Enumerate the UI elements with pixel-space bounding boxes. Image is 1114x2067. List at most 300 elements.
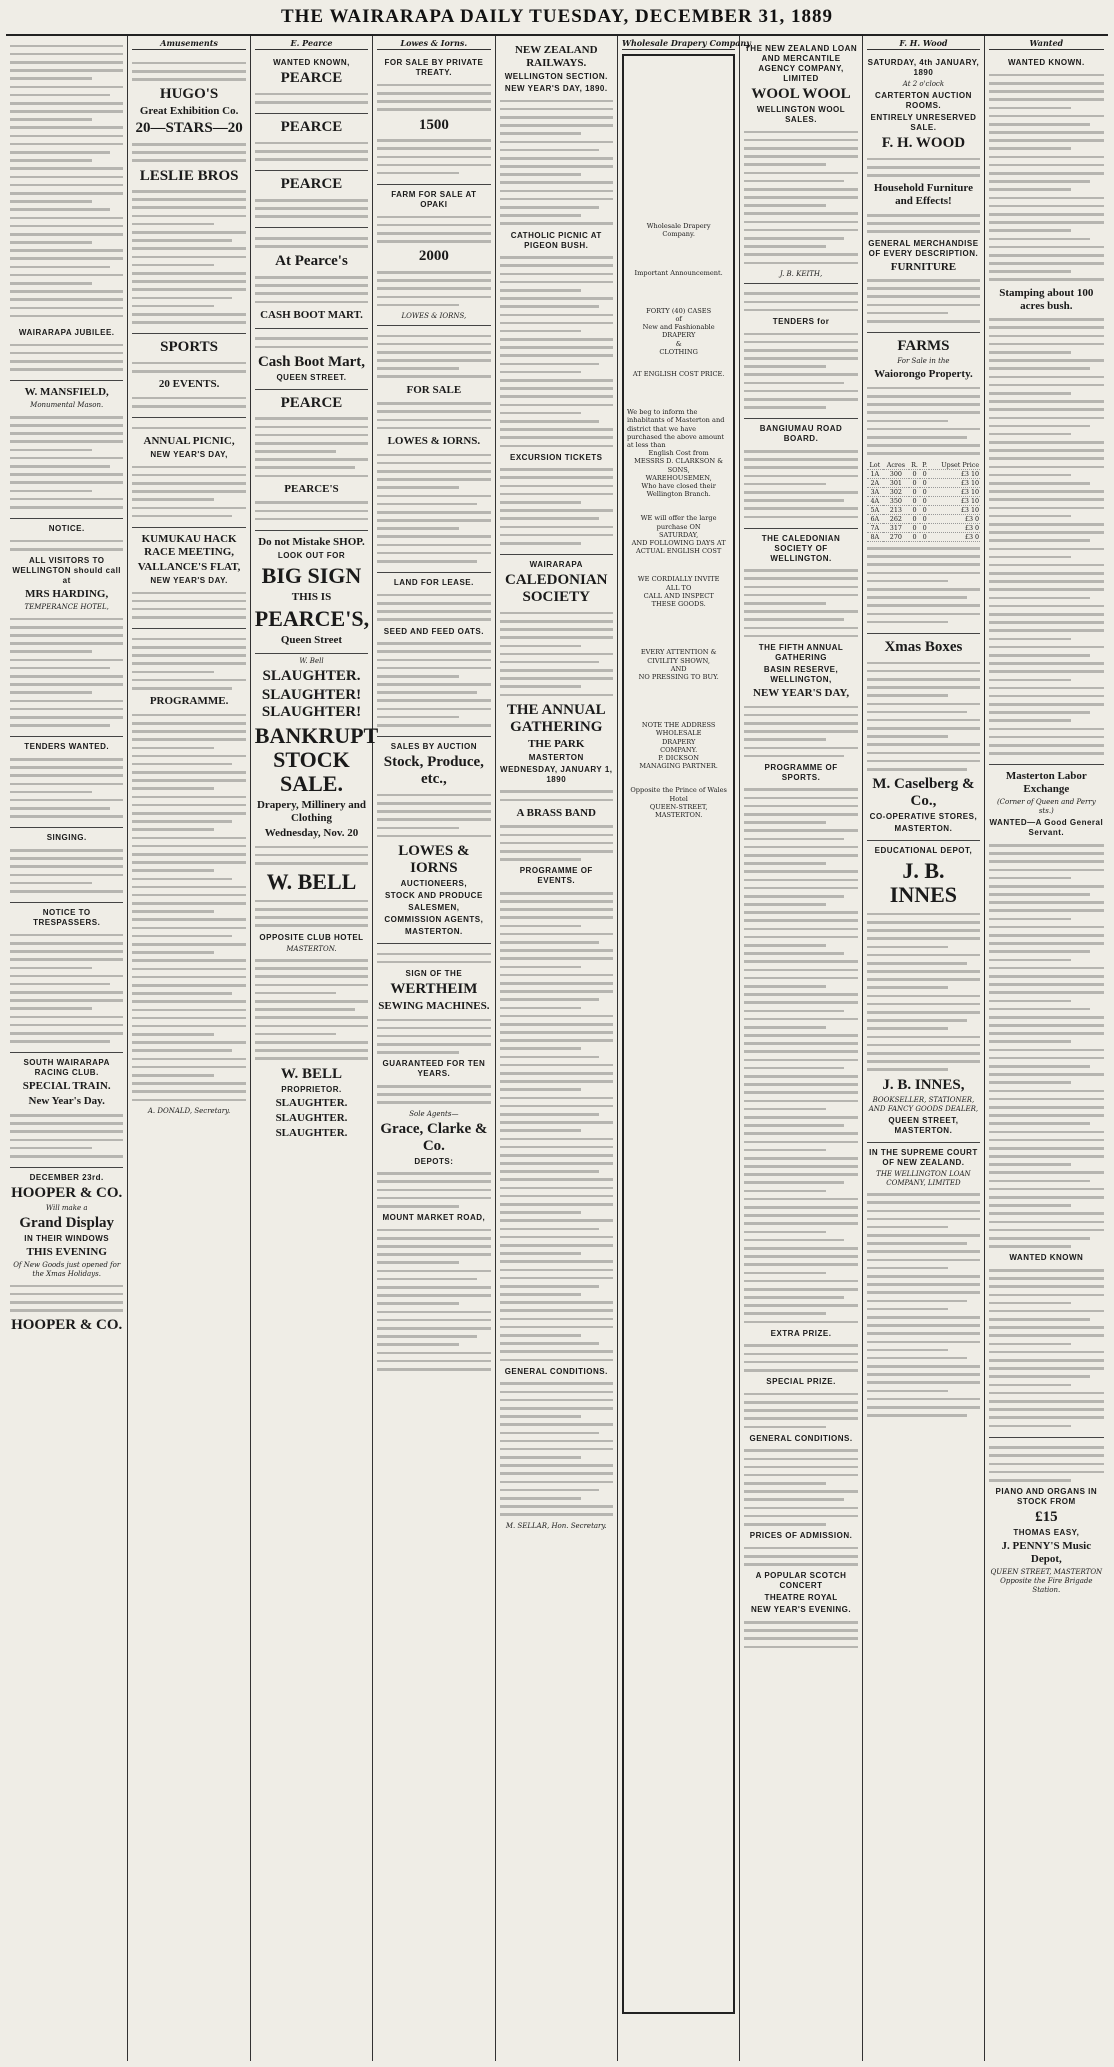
stamping: Stamping about 100 acres bush. [999,286,1094,312]
pearce-name: PEARCE [280,119,343,136]
labor-exchange: Masterton Labor Exchange [1005,770,1087,796]
wholesale-drapery-ad [622,54,735,2014]
table-cell: £3 10 [929,478,980,487]
caledonian-wgtn-ad [744,529,857,1658]
these-goods: THESE GOODS. [651,600,706,609]
kumurau-flat: VALLANCE'S FLAT, [137,560,241,573]
caledonian-society: CALEDONIAN SOCIETY [505,572,608,606]
table-cell: 0 [920,496,929,505]
column-heading: Amusements [132,39,245,50]
company-2: COMPANY. [660,745,698,754]
thomas-easy: THOMAS EASY, [1013,1528,1080,1538]
hooper-date: DECEMBER 23rd. [29,1173,104,1183]
table-cell: 0 [920,505,929,514]
table-cell: 8A [867,532,883,541]
table-cell: 0 [909,496,920,505]
important-announcement: Important Announcement. [634,268,723,277]
table-cell: £3 10 [929,487,980,496]
table-cell: 270 [883,532,909,541]
table-cell: 0 [909,532,920,541]
column-heading: E. Pearce [255,39,368,50]
general-merch: GENERAL MERCHANDISE OF EVERY DESCRIPTION. [868,238,979,258]
clarkson: MESSRS D. CLARKSON & SONS, [634,457,724,474]
racing-club: SOUTH WAIRARAPA RACING CLUB. [23,1058,110,1078]
prices-admission: PRICES OF ADMISSION. [749,1531,853,1541]
road-board-ad [744,419,857,528]
wanted-servant: WANTED—A Good General Servant. [989,818,1104,838]
table-cell: 0 [909,487,920,496]
auction-ad [377,737,490,944]
piano-ad [989,1438,1103,1600]
masterton: MASTERTON. [654,810,703,819]
table-cell: 213 [883,505,909,514]
harding-sub: TEMPERANCE HOTEL, [24,603,109,612]
table-row [867,461,980,470]
gathering-date: WEDNESDAY, JANUARY 1, 1890 [500,764,613,784]
masterton: MASTERTON. [894,824,953,834]
big-sign-ad [255,531,368,654]
slaughter-4: SLAUGHTER. [275,1111,348,1124]
hooper-ad [10,1168,123,1340]
column-1 [6,36,128,2061]
table-row [867,532,980,541]
slaughter-3: SLAUGHTER. [275,1096,348,1109]
table-cell: 0 [920,523,929,532]
pearce-name: PEARCE [280,394,343,411]
programme-events: PROGRAMME OF EVENTS. [519,866,593,886]
singing-heading: SINGING. [46,833,87,843]
tenders-ad [10,737,123,828]
labor-exchange-ad [989,765,1103,1437]
new-years-day: New Year's Day. [28,1095,105,1108]
theatre-royal: THEATRE ROYAL [764,1593,838,1603]
note-address: NOTE THE ADDRESS [641,721,716,730]
notice-heading: NOTICE. [48,524,85,534]
sole-agents: Sole Agents— [409,1109,459,1118]
table-row [867,469,980,478]
wanted-known: WANTED KNOWN. [1007,58,1085,68]
call-inspect: CALL AND INSPECT [643,591,714,600]
mansfield-ad [10,381,123,519]
for-sale-ad [377,326,490,573]
column-8 [863,36,985,2061]
column-2 [128,36,250,2061]
bookseller: BOOKSELLER, STATIONER, AND FANCY GOODS DEALER, [868,1095,979,1113]
bell-heading: W. Bell [299,657,324,666]
jb-innes: J. B. INNES [889,858,958,908]
lease-ad [377,573,490,737]
leslie-bros: LESLIE BROS [139,167,239,184]
table-cell: R. [909,461,920,470]
newspaper-page [6,34,1108,2061]
new-fashionable: New and Fashionable [642,323,715,332]
pearce-ad-3 [255,171,368,228]
table-row [867,514,980,523]
hugos-name: HUGO'S [159,86,219,103]
for-sale-in: For Sale in the [897,357,950,366]
picnic-ad [132,418,245,528]
masterton: MASTERTON. [404,926,463,936]
co-op-stores: CO-OPERATIVE STORES, [869,812,978,822]
commission-agents: COMMISSION AGENTS, [384,914,484,924]
lowes-sig: LOWES & IORNS, [401,311,467,320]
p-dickson: P. DICKSON [658,753,700,762]
big-sign: BIG SIGN [261,563,362,589]
keith-sig: J. B. KEITH, [779,269,823,278]
hooper-grand-display: Grand Display [19,1215,114,1232]
mansfield-sub: Monumental Mason. [30,401,104,410]
catholic-picnic: CATHOLIC PICNIC AT PIGEON BUSH. [510,230,602,250]
trespass-heading: NOTICE TO TRESPASSERS. [33,908,101,928]
household-furniture: Household Furniture and Effects! [873,182,973,208]
kumurau-ad [132,528,245,629]
scotch-concert: A POPULAR SCOTCH CONCERT [755,1571,847,1591]
lot-price-table [867,461,980,542]
pearces-big: PEARCE'S, [254,606,370,632]
this-is: THIS IS [291,591,332,604]
jubilee-ad [10,323,123,381]
programme-secretary: A. DONALD, Secretary. [147,1106,231,1115]
company-title: Company. [662,230,695,239]
fh-wood: F. H. WOOD [881,135,966,152]
wairarapa: WAIRARAPA [529,560,583,570]
kumurau-day: NEW YEAR'S DAY. [150,575,228,585]
wertheim-ad [377,944,490,1380]
table-cell: 0 [920,532,929,541]
queen-street: QUEEN STREET. [276,372,347,382]
extra-prize: EXTRA PRIZE. [770,1328,832,1338]
wednesday-line: Wednesday, Nov. 20 [264,827,359,840]
table-row [867,523,980,532]
railway-section: WELLINGTON SECTION. [504,72,608,81]
column-6 [618,36,751,2061]
managing-partner: MANAGING PARTNER. [639,762,718,771]
table-cell: 0 [909,469,920,478]
sales-by-auction: SALES BY AUCTION [390,742,477,752]
notice-ad [10,519,123,737]
the-park: THE PARK [528,737,585,750]
loan-company: THE NEW ZEALAND LOAN AND MERCANTILE AGENCY COMPANY, LIMITED [744,44,858,83]
kumurau-heading: KUMUKAU HACK RACE MEETING, [141,532,237,558]
table-cell: Upset Price [929,461,980,470]
look-out: LOOK OUT FOR [277,551,346,561]
seed-oats: SEED AND FEED OATS. [383,626,484,636]
queen-street-2: Queen Street [280,634,343,647]
table-cell: 5A [867,505,883,514]
table-cell: £3 10 [929,496,980,505]
caselberg: M. Caselberg & Co., [872,776,975,810]
railway-ad [500,39,613,555]
table-cell: 0 [920,478,929,487]
of: of [675,315,682,324]
pearce-name: PEARCE [280,176,343,193]
invite: WE CORDIALLY INVITE [637,575,720,584]
english-cost-from: English Cost from [648,449,709,458]
programme-ad [132,629,245,1120]
trespass-ad [10,903,123,1053]
pearce-ad-1 [255,53,368,114]
caledonian-wellington: THE CALEDONIAN SOCIETY OF WELLINGTON. [761,533,841,563]
grace-clarke: Grace, Clarke & Co. [380,1120,488,1154]
general-conditions: GENERAL CONDITIONS. [504,1366,608,1376]
table-cell: 6A [867,514,883,523]
wholesale-title: Wholesale Drapery [646,222,711,231]
acres-2000: 2000 [418,248,449,265]
innes-ad [867,841,980,1142]
hugos-exhibition: Great Exhibition Co. [139,105,239,118]
loan-ad [744,39,857,284]
table-cell: 0 [920,487,929,496]
table-cell: £3 0 [929,523,980,532]
drapery-line: Drapery, Millinery and Clothing [256,799,367,825]
xmas-boxes: Xmas Boxes [884,638,963,655]
table-cell: 3A [867,487,883,496]
wool-sales: WELLINGTON WOOL SALES. [756,105,846,124]
pearce-name: PEARCE [280,70,343,87]
pearce-ad-2 [255,114,368,171]
table-cell: 4A [867,496,883,505]
table-cell: 302 [883,487,909,496]
sign-of: SIGN OF THE [405,968,463,978]
table-cell: 317 [883,523,909,532]
sports-heading: SPORTS [160,339,218,356]
table-row [867,496,980,505]
at-pearces: At Pearce's [275,253,348,270]
english-cost: AT ENGLISH COST PRICE. [632,370,725,379]
ampersand: & [675,339,682,348]
supreme-court: IN THE SUPREME COURT OF NEW ZEALAND. [869,1147,978,1167]
caledonian-ad [500,555,613,1534]
jubilee-heading: WAIRARAPA JUBILEE. [18,327,115,337]
at-pearces-ad [255,228,368,328]
column-heading: F. H. Wood [867,39,980,50]
guarantee: GUARANTEED FOR TEN YEARS. [382,1059,486,1079]
lowes-big: LOWES & IORNS [398,842,470,876]
clothing: CLOTHING [659,347,698,356]
programme-sports: PROGRAMME OF SPORTS. [764,762,838,782]
column-7 [740,36,862,2061]
table-row [867,487,980,496]
tenders-heading: TENDERS WANTED. [24,742,110,752]
slaughter-2: SLAUGHTER! SLAUGHTER! [261,687,362,721]
following-days: AND FOLLOWING DAYS AT [631,539,726,548]
wool-wool: WOOL WOOL [751,86,851,102]
carterton-rooms: CARTERTON AUCTION ROOMS. [874,91,972,111]
civility: CIVILITY SHOWN, [647,656,711,665]
hon-secretary: M. SELLAR, Hon. Secretary. [505,1521,607,1530]
mansfield-name: W. MANSFIELD, [24,386,109,399]
warehousemen: WAREHOUSEMEN, [645,473,712,482]
cash-boot-mart: Cash Boot Mart, [257,353,366,370]
general-conditions: GENERAL CONDITIONS. [749,1433,853,1443]
stock-produce: Stock, Produce, etc., [383,754,484,788]
table-cell: 0 [909,523,920,532]
for-sale-2: FOR SALE [406,383,462,396]
depots: DEPOTS: [414,1156,454,1166]
wellington-loan: THE WELLINGTON LOAN COMPANY, LIMITED [876,1169,971,1187]
table-cell: £3 0 [929,514,980,523]
table-cell: £3 0 [929,532,980,541]
actual-cost: ACTUAL ENGLISH COST [635,547,722,556]
acres-1500: 1500 [418,116,449,133]
singing-ad [10,828,123,903]
wanted-known: WANTED KNOWN, [273,58,350,68]
farms: FARMS [897,338,950,355]
column-3 [251,36,379,2061]
table-cell: 7A [867,523,883,532]
bankrupt-stock: BANKRUPT STOCK SALE. [254,723,379,797]
cash-boot: CASH BOOT MART. [260,308,363,321]
masterton: MASTERTON. [286,944,337,953]
pearce-ad-4 [255,390,368,531]
fhwood-sale-ad [867,53,980,333]
column-4 [373,36,495,2061]
visitors-heading: ALL VISITORS TO WELLINGTON should call at [12,556,122,586]
drapery-2: DRAPERY [661,737,696,746]
table-row [867,505,980,514]
table-cell: 350 [883,496,909,505]
tenders-ad [744,284,857,420]
column-heading: Wanted [989,39,1103,50]
forty-cases: FORTY (40) CASES [646,306,712,315]
nyd: NEW YEAR'S DAY, [753,686,850,699]
masterton: MASTERTON [528,752,584,762]
do-not-mistake: Do not Mistake SHOP. [258,536,365,549]
brass-band: A BRASS BAND [516,806,596,819]
corner: (Corner of Queen and Perry sts.) [996,798,1096,816]
table-cell: Lot [867,461,883,470]
queen-street: QUEEN-STREET, [649,802,708,811]
hooper-windows: IN THEIR WINDOWS [24,1234,110,1244]
road-board: BANGIUMAU ROAD BOARD. [759,424,843,444]
table-cell: 300 [883,469,909,478]
table-cell: £3 10 [929,469,980,478]
table-cell: £3 10 [929,505,980,514]
all-to: ALL TO [665,583,692,592]
table-cell: 0 [920,514,929,523]
auctioneers: AUCTIONEERS, [400,878,468,888]
sewing-machines: SEWING MACHINES. [378,999,490,1012]
fifth-gathering: THE FIFTH ANNUAL GATHERING [758,642,844,662]
racing-ad [10,1053,123,1168]
programme-heading: PROGRAMME. [149,695,229,708]
stock-produce-sub: STOCK AND PRODUCE [384,890,483,900]
table-cell: 262 [883,514,909,523]
we-beg: We beg to inform the inhabitants of Masterton and district that we have purchased the above amount at less than [626,408,725,450]
saturday: SATURDAY, [659,530,699,539]
sports-events: 20 EVENTS. [158,378,220,391]
table-cell: 1A [867,469,883,478]
and: AND [670,664,687,673]
slaughter-5: SLAUGHTER. [275,1126,348,1139]
masthead-title: THE WAIRARAPA DAILY TUESDAY, DECEMBER 31, 1889 [280,6,834,27]
no-pressing: NO PRESSING TO BUY. [638,672,719,681]
wanted-known-2: WANTED KNOWN [1009,1253,1084,1263]
furniture: FURNITURE [890,260,957,273]
hooper-xmas: Of New Goods just opened for the Xmas Holidays. [13,1261,121,1279]
unreserved: ENTIRELY UNRESERVED SALE. [870,113,977,133]
land-lease: LAND FOR LEASE. [393,578,474,588]
column-5 [496,36,618,2061]
proprietor: PROPRIETOR. [281,1084,342,1094]
hugos-price: 20—STARS—20 [135,120,243,137]
railway-heading: NEW ZEALAND RAILWAYS. [514,44,598,69]
piano-organs: PIANO AND ORGANS IN STOCK FROM [995,1487,1098,1507]
jb-innes-2: J. B. INNES, [882,1076,965,1093]
wertheim: WERTHEIM [390,980,478,997]
table-cell: P. [922,460,928,469]
column-heading: Wholesale Drapery Company [622,39,735,50]
w-bell: W. BELL [266,869,357,895]
column-heading: Lowes & Iorns. [377,39,490,50]
table-cell: Acres [883,461,909,470]
slaughter-1: SLAUGHTER. [262,668,361,685]
hooper-name-2: HOOPER & CO. [11,1317,123,1334]
opposite-hotel: Opposite the Prince of Wales Hotel [630,786,727,803]
table-cell: 0 [909,505,920,514]
opaki-heading: FARM FOR SALE AT OPAKI [391,190,477,210]
picnic-day: NEW YEAR'S DAY, [150,450,228,460]
penny-music: J. PENNY'S Music Depot, [1001,1540,1092,1566]
article-text [10,45,123,318]
special-prize: SPECIAL PRIZE. [766,1377,836,1387]
educational-depot: EDUCATIONAL DEPOT, [874,846,973,856]
queen-street: QUEEN STREET, MASTERTON. [888,1115,959,1135]
table-cell: 301 [883,478,909,487]
basin-reserve: BASIN RESERVE, WELLINGTON, [763,664,839,684]
pearces-name: PEARCE'S [284,482,339,495]
picnic-heading: ANNUAL PICNIC, [143,435,235,448]
sports-ad [132,334,245,418]
waiorongo: Waiorongo Property. [874,368,973,381]
drapery: DRAPERY [661,331,696,340]
table-cell: 0 [909,478,920,487]
salesmen: SALESMEN, [408,902,460,912]
table-cell: 0 [920,469,929,478]
queen-street: QUEEN STREET, MASTERTON [990,1568,1103,1577]
hooper-evening: THIS EVENING [26,1246,107,1259]
we-offer: WE will offer the large purchase ON [640,514,717,531]
mount-market: MOUNT MARKET ROAD, [382,1213,486,1223]
opposite-club: OPPOSITE CLUB HOTEL [259,932,364,942]
table-cell: 2A [867,478,883,487]
every-attention: EVERY ATTENTION & [640,648,717,657]
wanted-ads [989,53,1103,765]
railway-date: NEW YEAR'S DAY, 1890. [504,84,608,93]
hooper-name: HOOPER & CO. [11,1185,123,1202]
lowes-iorns: LOWES & IORNS. [387,435,481,448]
column-9 [985,36,1107,2061]
farms-ad [867,333,980,634]
closed-branch: Who have closed their Wellington Branch. [641,482,716,499]
bell-ad [254,654,379,1146]
hugos-ad [132,53,245,334]
for-sale-heading: FOR SALE BY PRIVATE TREATY. [384,58,484,78]
table-cell: 0 [909,514,920,523]
sale-date: SATURDAY, 4th JANUARY, 1890 [867,58,980,78]
excursion-tickets: EXCURSION TICKETS [510,452,603,462]
annual-gathering: THE ANNUAL GATHERING [506,701,606,735]
special-train: SPECIAL TRAIN. [22,1080,111,1093]
harding-name: MRS HARDING, [25,588,109,601]
new-years-evening: NEW YEAR'S EVENING. [750,1605,852,1615]
private-treaty-ad [377,53,490,185]
court-ad [867,1143,980,1427]
piano-price: £15 [1035,1509,1058,1526]
opposite-fire: Opposite the Fire Brigade Station. [1000,1577,1093,1595]
w-bell-2: W. BELL [280,1065,343,1082]
cash-boot-ad [255,329,368,390]
